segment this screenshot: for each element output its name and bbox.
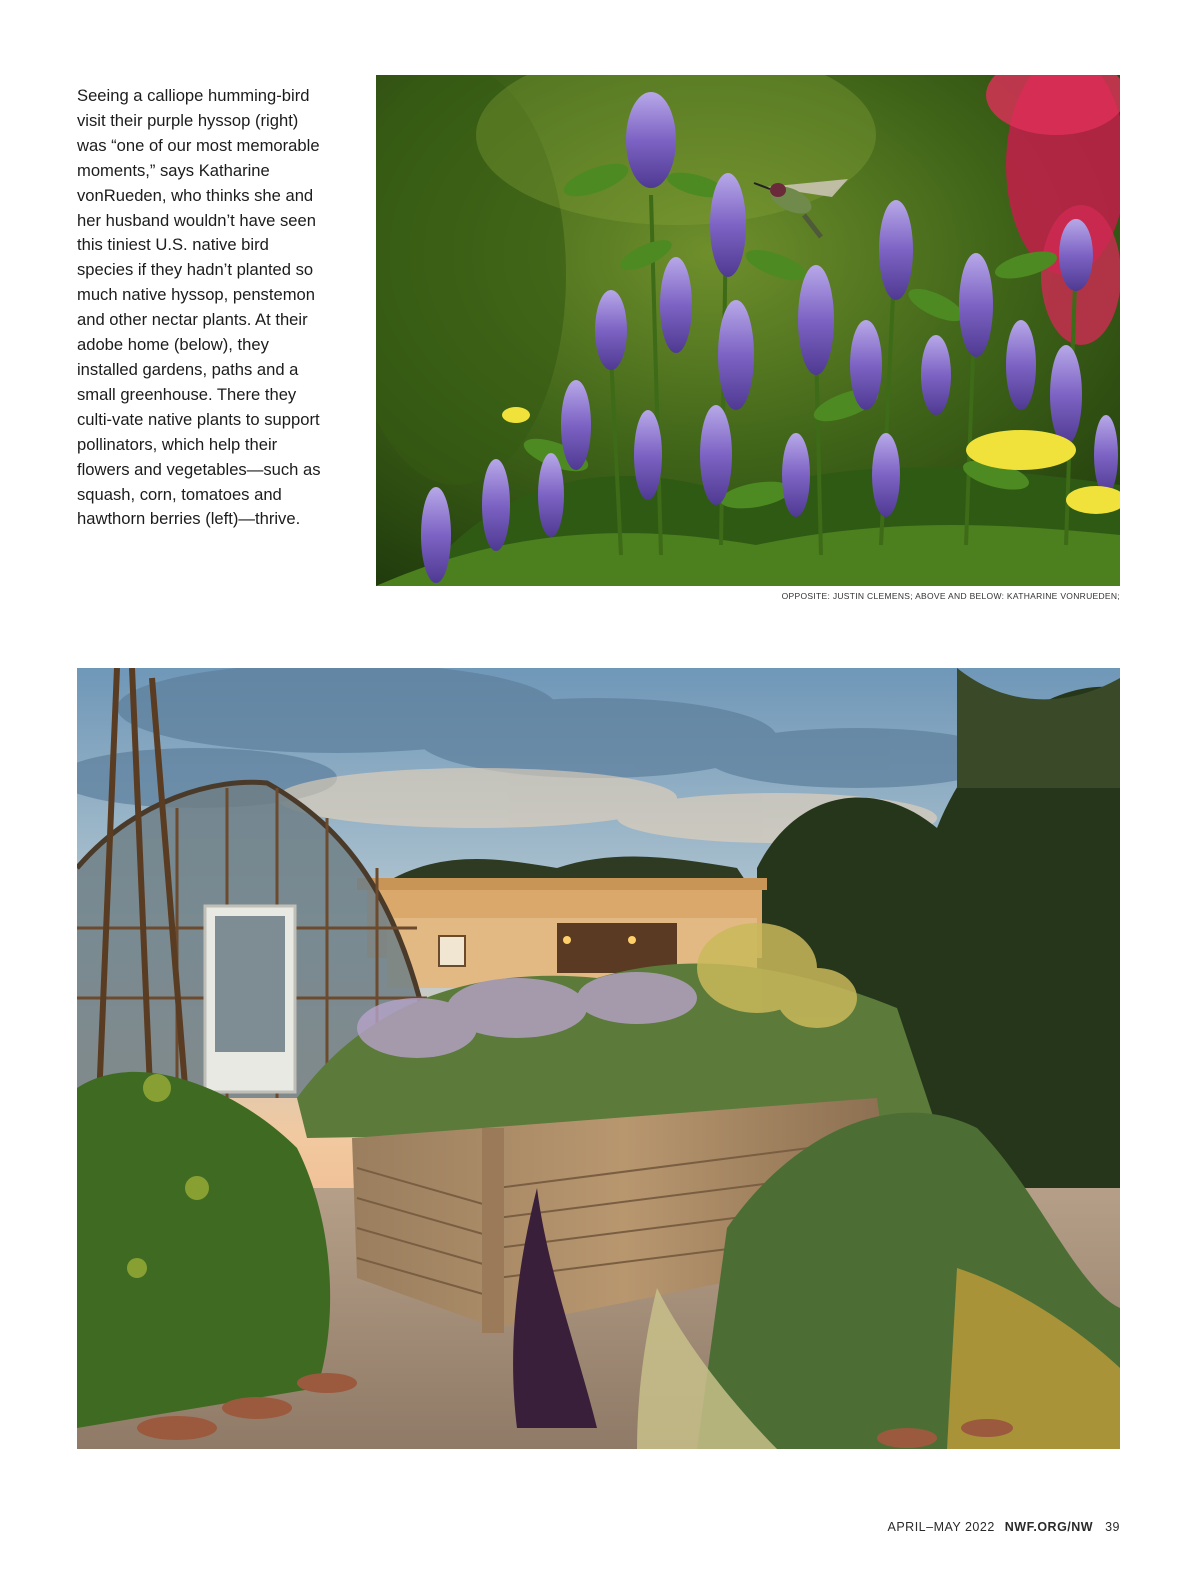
page-footer <box>888 1520 1121 1534</box>
photo-credit: OPPOSITE: JUSTIN CLEMENS; ABOVE AND BELOW: KATHARINE VONRUEDEN; <box>781 591 1120 601</box>
photo-caption: Seeing a calliope humming-bird visit their purple hyssop (right) was “one of our most memorable moments,” says Katharine vonRueden, who thinks she and her husband wouldn’t have seen this tiniest U.S. native bird species if they hadn’t planted so much native hyssop, penstemon and other nectar plants. At their adobe home (below), they installed gardens, paths and a small greenhouse. There they culti-vate native plants to support pollinators, which help their flowers and vegetables—such as squash, corn, tomatoes and hawthorn berries (left)—thrive. <box>77 86 321 529</box>
adobe-garden-photo <box>77 668 1120 1449</box>
site-url: NWF.ORG/NW <box>1004 1520 1094 1534</box>
page-number: 39 <box>1105 1520 1120 1534</box>
issue-date: APRIL–MAY 2022 <box>887 1520 995 1534</box>
hummingbird-hyssop-photo <box>376 75 1120 586</box>
